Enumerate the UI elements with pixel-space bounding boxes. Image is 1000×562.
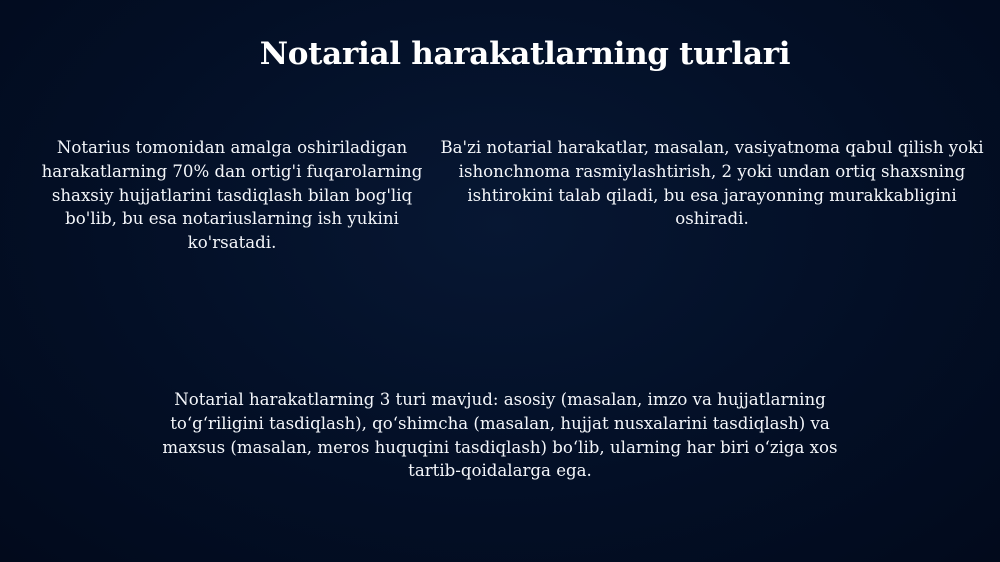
slide-title: Notarial harakatlarning turlari <box>259 36 791 72</box>
paragraph-left: Notarius tomonidan amalga oshiriladigan harakatlarning 70% dan ortig'i fuqarolarning shaxsiy hujjatlarini tasdiqlash bilan bog'liq bo'lib, bu esa notariuslarning ish yukini ko'rsatadi. <box>41 138 423 253</box>
paragraph-right: Ba'zi notarial harakatlar, masalan, vasiyatnoma qabul qilish yoki ishonchnoma rasmiylashtirish, 2 yoki undan ortiq shaxsning ishtirokini talab qiladi, bu esa jarayonning murakkabligini oshiradi. <box>440 138 984 229</box>
paragraph-bottom: Notarial harakatlarning 3 turi mavjud: asosiy (masalan, imzo va hujjatlarning to‘g‘riligini tasdiqlash), qo‘shimcha (masalan, hujjat nusxalarini tasdiqlash) va maxsus (masalan, meros huquqini tasdiqlash) bo‘lib, ularning har biri o‘ziga xos tartib-qoidalarga ega. <box>162 390 838 481</box>
